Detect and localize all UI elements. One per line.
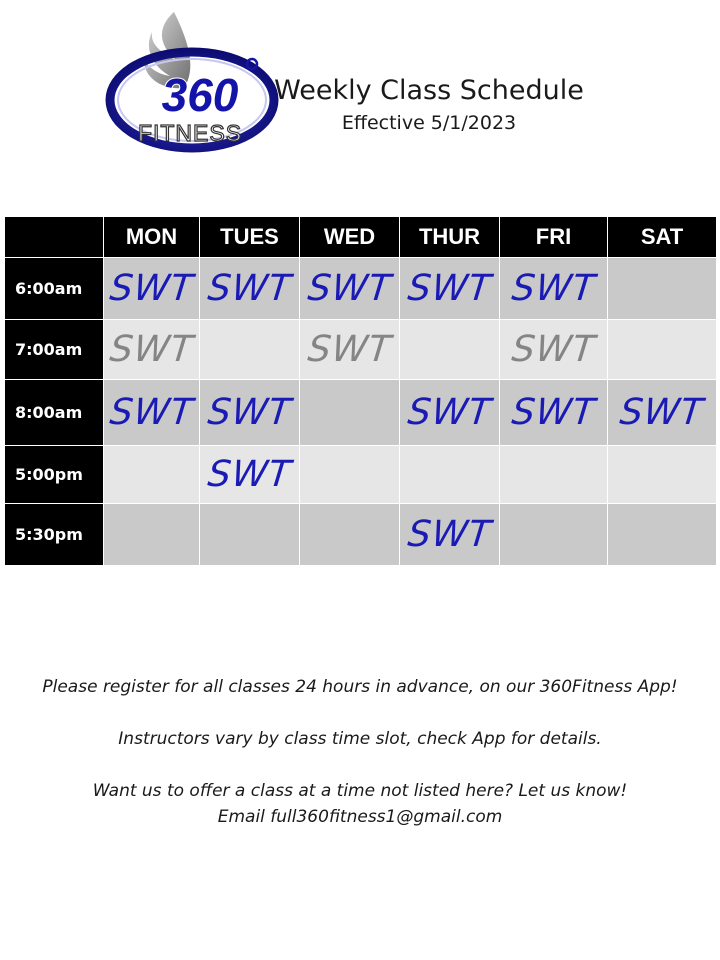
schedule-row — [5, 446, 717, 504]
class-code: SWT — [509, 267, 598, 309]
schedule-cell — [104, 446, 200, 504]
class-code: SWT — [205, 453, 294, 495]
schedule-cell — [104, 380, 200, 446]
schedule-cell — [400, 504, 500, 566]
schedule-cell — [300, 380, 400, 446]
class-code: SWT — [107, 391, 196, 433]
schedule-cell — [400, 446, 500, 504]
email-note: Email full360fitness1@gmail.com — [217, 807, 503, 827]
schedule-row — [5, 504, 717, 566]
class-code: SWT — [618, 391, 706, 433]
class-code: SWT — [305, 328, 394, 370]
schedule-cell — [300, 258, 400, 320]
offer-note: Want us to offer a class at a time not listed here? Let us know! — [92, 781, 628, 801]
schedule-cell — [200, 446, 300, 504]
schedule-cell — [400, 380, 500, 446]
header — [270, 74, 588, 136]
schedule-cell — [200, 258, 300, 320]
header-row — [5, 217, 717, 258]
time-slot-label: 5:30pm — [5, 504, 104, 566]
schedule-cell — [104, 504, 200, 566]
class-code: SWT — [509, 328, 598, 370]
schedule-row — [5, 380, 717, 446]
class-code: SWT — [205, 391, 294, 433]
class-code: SWT — [405, 513, 494, 555]
class-code: SWT — [405, 391, 494, 433]
day-header: SAT — [608, 217, 717, 258]
corner-cell — [5, 217, 104, 258]
logo-word: FITNESS — [137, 120, 243, 146]
class-code: SWT — [205, 267, 294, 309]
schedule-cell — [500, 380, 608, 446]
logo-number: 360 — [161, 69, 239, 121]
class-code: SWT — [107, 267, 196, 309]
time-slot-label: 8:00am — [5, 380, 104, 446]
day-header: MON — [104, 217, 200, 258]
schedule-cell — [500, 504, 608, 566]
schedule-cell — [300, 504, 400, 566]
schedule-cell — [608, 380, 717, 446]
schedule-cell — [104, 258, 200, 320]
schedule-cell — [200, 320, 300, 380]
class-code: SWT — [107, 328, 196, 370]
page-title: Weekly Class Schedule — [274, 75, 584, 106]
schedule-cell — [300, 446, 400, 504]
time-slot-label: 6:00am — [5, 258, 104, 320]
schedule-cell — [200, 504, 300, 566]
register-note: Please register for all classes 24 hours in advance, on our 360Fitness App! — [42, 677, 678, 697]
schedule-cell — [500, 258, 608, 320]
class-code: SWT — [305, 267, 394, 309]
schedule-cell — [608, 258, 717, 320]
time-slot-label: 5:00pm — [5, 446, 104, 504]
day-header: THUR — [400, 217, 500, 258]
instructors-note: Instructors vary by class time slot, check App for details. — [118, 729, 602, 749]
schedule-cell — [400, 258, 500, 320]
schedule-cell — [608, 320, 717, 380]
day-header: TUES — [200, 217, 300, 258]
day-header: WED — [300, 217, 400, 258]
schedule-cell — [200, 380, 300, 446]
schedule-cell — [500, 446, 608, 504]
notes — [0, 674, 720, 830]
360-fitness-logo — [104, 8, 282, 158]
class-code: SWT — [509, 391, 598, 433]
schedule-cell — [104, 320, 200, 380]
effective-date: Effective 5/1/2023 — [341, 112, 517, 134]
schedule-row — [5, 258, 717, 320]
schedule-cell — [500, 320, 608, 380]
schedule-cell — [608, 446, 717, 504]
schedule-cell — [608, 504, 717, 566]
class-schedule-table — [4, 216, 717, 566]
schedule-cell — [300, 320, 400, 380]
schedule-row — [5, 320, 717, 380]
class-code: SWT — [405, 267, 494, 309]
day-header: FRI — [500, 217, 608, 258]
time-slot-label: 7:00am — [5, 320, 104, 380]
schedule-cell — [400, 320, 500, 380]
